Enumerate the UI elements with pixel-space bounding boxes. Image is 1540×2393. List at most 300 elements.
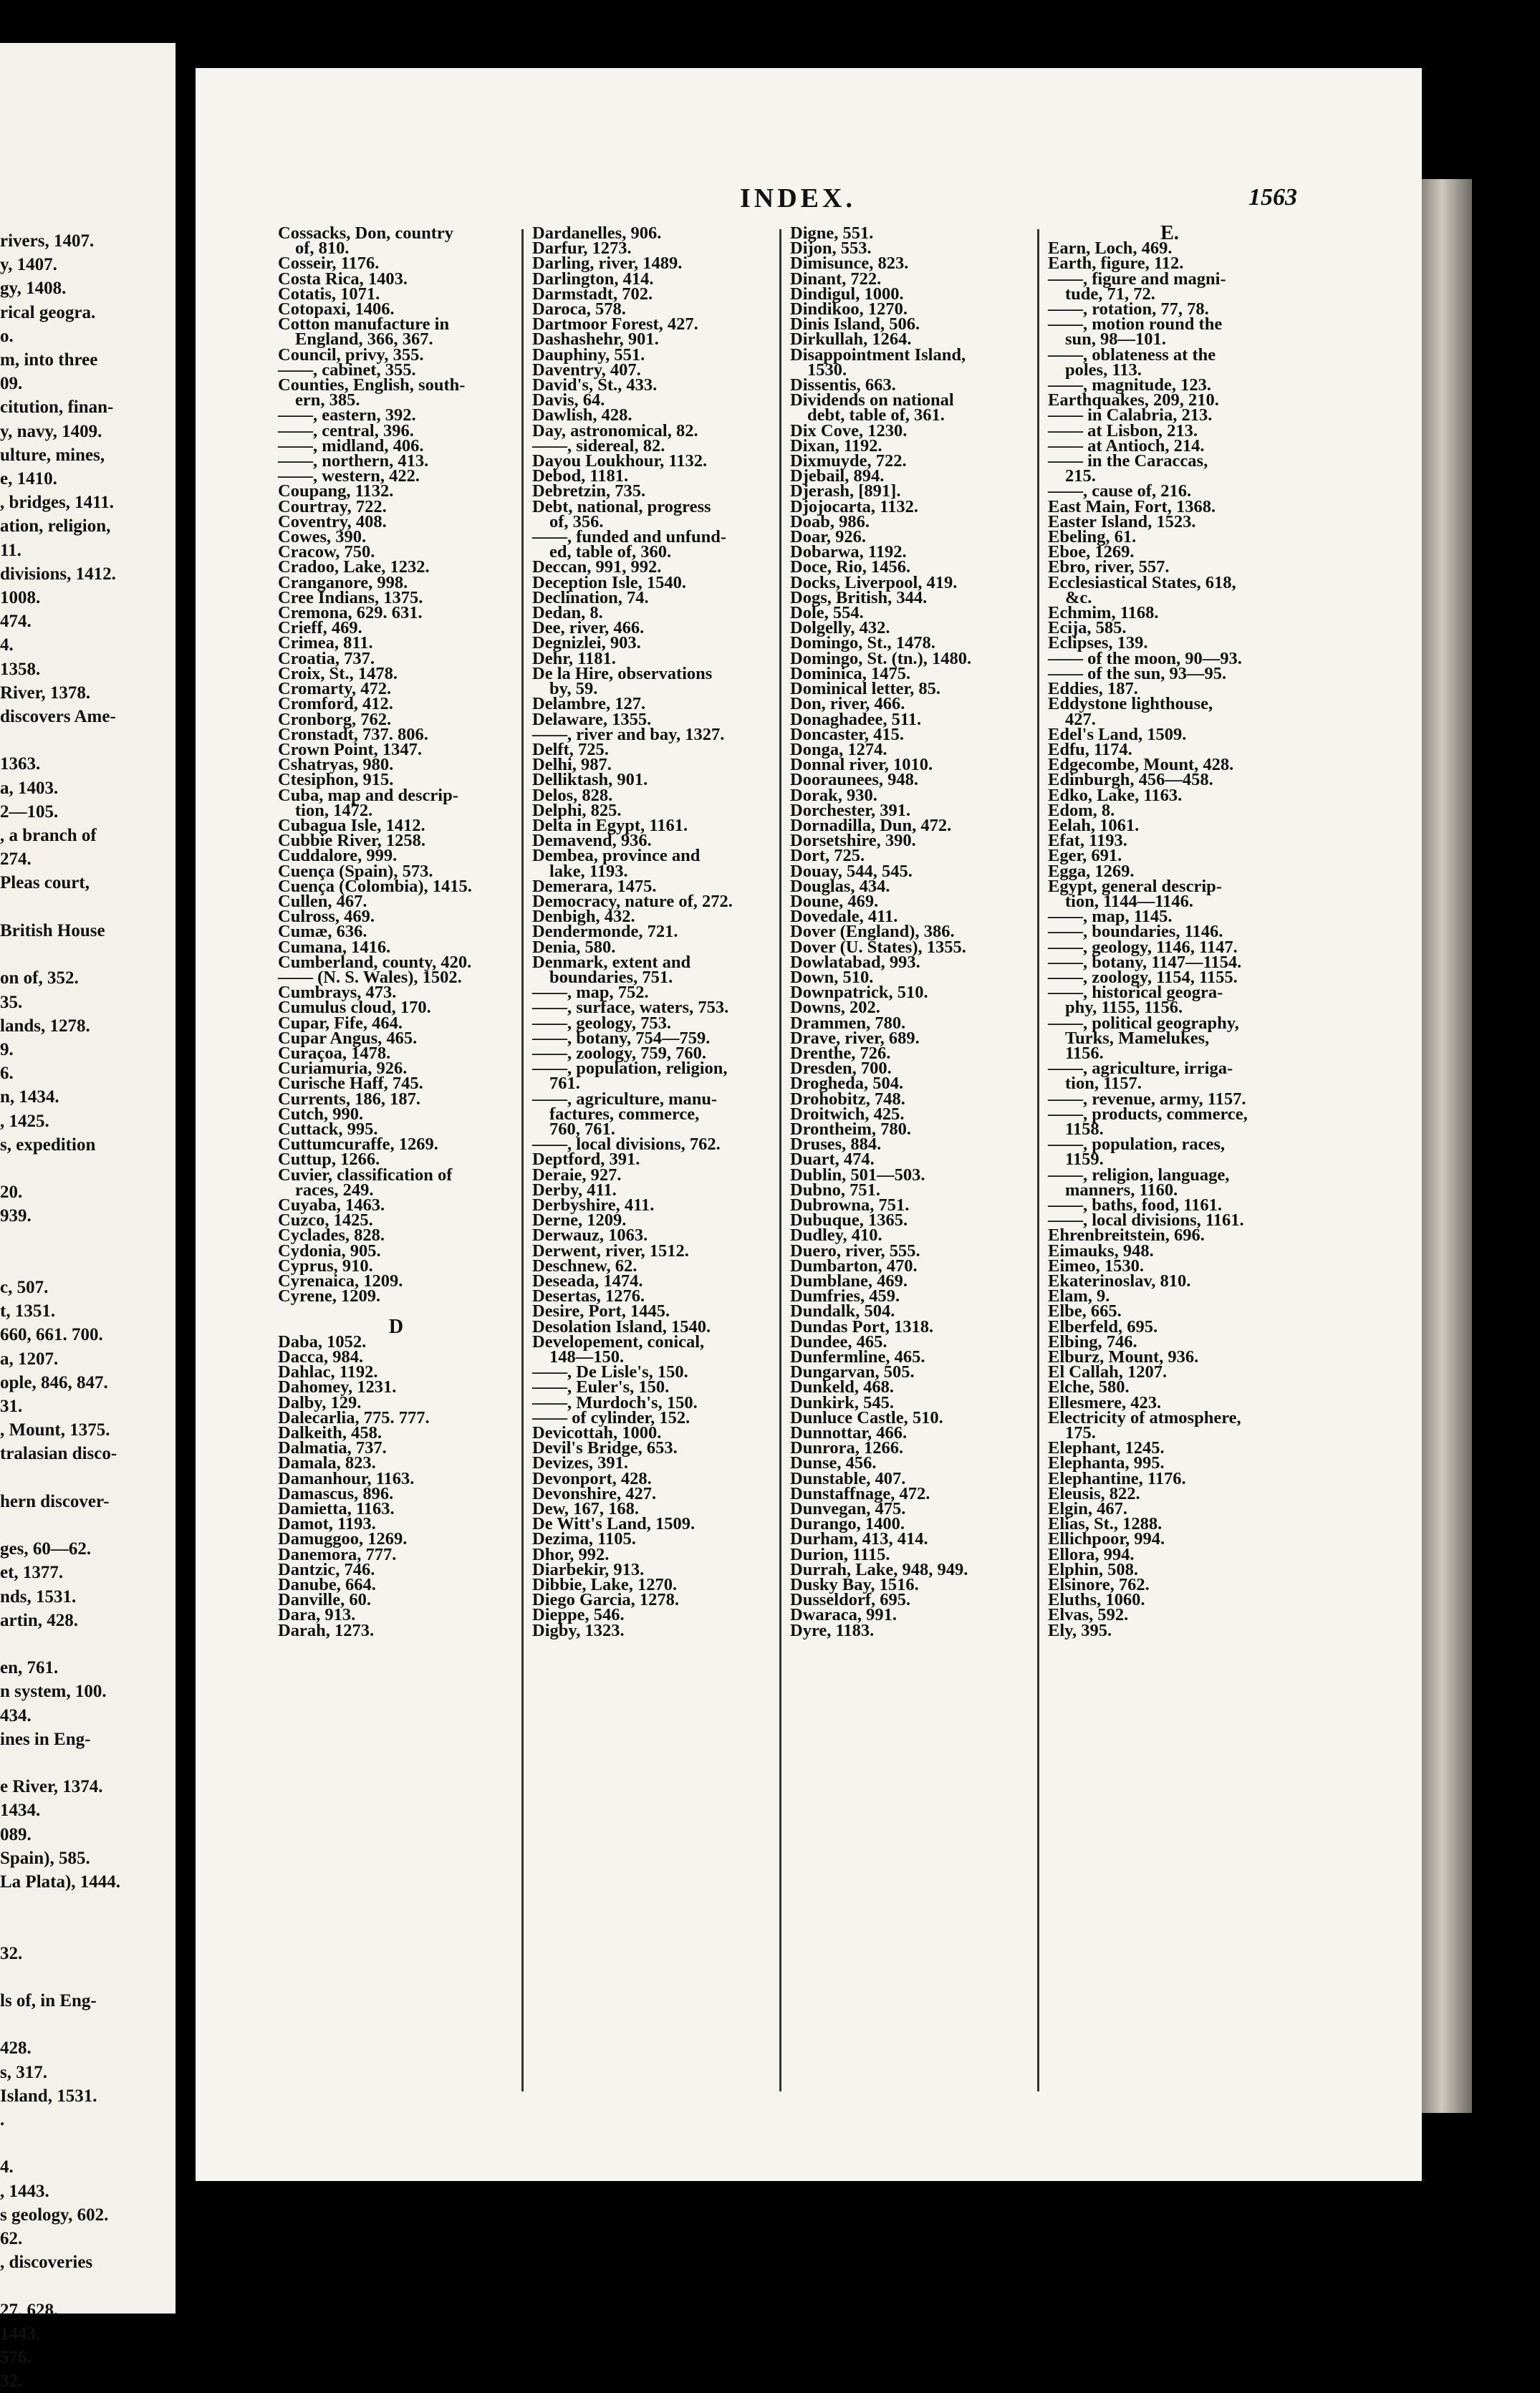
index-entry: Donaghadee, 511. (790, 709, 922, 729)
index-page (196, 68, 1422, 2181)
index-entry: Culross, 469. (278, 907, 375, 927)
index-entry: tion, 1472. (295, 800, 373, 820)
index-entry: Cradoo, Lake, 1232. (278, 557, 430, 577)
index-entry: Elvas, 592. (1048, 1605, 1129, 1625)
index-entry: Dibbie, Lake, 1270. (532, 1575, 678, 1595)
left-page-line: lands, 1278. (0, 1016, 90, 1036)
index-entry: ——, zoology, 1154, 1155. (1048, 967, 1238, 987)
index-entry: Cosseir, 1176. (278, 254, 380, 274)
index-entry: ——, zoology, 759, 760. (532, 1043, 706, 1063)
left-page-line: ines in Eng- (0, 1729, 91, 1749)
index-entry: Ellichpoor, 994. (1048, 1529, 1165, 1549)
index-entry: Eimeo, 1530. (1048, 1256, 1145, 1276)
left-page-line: 4. (0, 635, 14, 655)
index-entry: Cyrenaica, 1209. (278, 1271, 403, 1291)
index-entry: Ellesmere, 423. (1048, 1392, 1162, 1412)
index-entry: ——, agriculture, manu- (532, 1089, 718, 1109)
index-entry: Deraie, 927. (532, 1165, 622, 1185)
index-entry: ——, figure and magni- (1048, 269, 1226, 289)
index-entry: Debt, national, progress (532, 496, 711, 516)
index-entry: Cubbie River, 1258. (278, 831, 426, 851)
left-page-line: 474. (0, 612, 32, 632)
index-entry: Dartmoor Forest, 427. (532, 314, 698, 334)
index-entry: Demavend, 936. (532, 831, 652, 851)
index-entry: Elburz, Mount, 936. (1048, 1347, 1199, 1367)
index-entry: Edel's Land, 1509. (1048, 724, 1187, 744)
index-entry: Easter Island, 1523. (1048, 511, 1196, 531)
index-entry: Dirkullah, 1264. (790, 329, 912, 350)
index-entry: sun, 98—101. (1065, 329, 1166, 350)
index-entry: Cuttumcuraffe, 1269. (278, 1135, 438, 1155)
index-entry: Deptford, 391. (532, 1150, 640, 1170)
index-entry: Ctesiphon, 915. (278, 770, 394, 790)
index-entry: Danube, 664. (278, 1575, 376, 1595)
index-entry: Dover (U. States), 1355. (790, 937, 966, 957)
index-entry: ——, boundaries, 1146. (1048, 922, 1223, 942)
left-page-line: Spain), 585. (0, 1848, 90, 1868)
index-entry: Duart, 474. (790, 1150, 875, 1170)
left-page-line (0, 2274, 172, 2298)
index-entry: Damascus, 896. (278, 1483, 394, 1503)
index-entry: Ecija, 585. (1048, 618, 1127, 638)
index-entry: Danemora, 777. (278, 1544, 397, 1564)
index-entry: ——, agriculture, irriga- (1048, 1059, 1233, 1079)
index-entry: Dividends on national (790, 390, 954, 410)
index-entry: Dorchester, 391. (790, 800, 911, 820)
index-entry: Dwaraca, 991. (790, 1605, 897, 1625)
index-entry: Dardanelles, 906. (532, 223, 662, 243)
index-entry: Dahomey, 1231. (278, 1377, 397, 1397)
index-entry: Digne, 551. (790, 223, 874, 243)
left-page-line: , bridges, 1411. (0, 493, 115, 513)
index-entry: ——, local divisions, 1161. (1048, 1210, 1244, 1231)
index-entry: Downpatrick, 510. (790, 983, 928, 1003)
left-page-line: ation, religion, (0, 516, 111, 536)
index-entry: Delft, 725. (532, 739, 609, 759)
index-entry: Delhi, 987. (532, 755, 612, 775)
index-entry: Dobarwa, 1192. (790, 542, 907, 562)
index-entry: Ehrenbreitstein, 696. (1048, 1226, 1205, 1246)
index-entry: Delaware, 1355. (532, 709, 652, 729)
index-entry: Domingo, St., 1478. (790, 633, 935, 653)
index-entry: ——, sidereal, 82. (532, 435, 665, 456)
index-entry: Cuvier, classification of (278, 1165, 453, 1185)
index-entry: Crown Point, 1347. (278, 739, 423, 759)
index-entry: Douay, 544, 545. (790, 861, 913, 881)
left-page-line: discovers Ame- (0, 707, 116, 727)
index-entry: Dashashehr, 901. (532, 329, 659, 350)
index-entry: Dalmatia, 737. (278, 1438, 387, 1458)
left-page-line: rivers, 1407. (0, 231, 95, 251)
left-page-line: divisions, 1412. (0, 564, 116, 584)
index-entry: Duero, river, 555. (790, 1241, 920, 1261)
index-entry: Eclipses, 139. (1048, 633, 1148, 653)
left-page-line: hern discover- (0, 1491, 110, 1511)
index-entry: Dusseldorf, 695. (790, 1590, 911, 1610)
index-entry: ——, eastern, 392. (278, 405, 416, 425)
left-page-line: n system, 100. (0, 1682, 107, 1702)
index-entry: Cumberland, county, 420. (278, 952, 472, 972)
index-entry: ——, surface, waters, 753. (532, 998, 729, 1018)
index-entry: Drohobitz, 748. (790, 1089, 905, 1109)
index-entry: Dauphiny, 551. (532, 345, 645, 365)
index-entry: ——, rotation, 77, 78. (1048, 299, 1209, 319)
left-page-line: e, 1410. (0, 469, 57, 489)
index-entry: ern, 385. (295, 390, 360, 410)
index-entry: Dahlac, 1192. (278, 1362, 378, 1382)
index-entry: Dover (England), 386. (790, 922, 955, 942)
index-entry: Cronstadt, 737. 806. (278, 724, 428, 744)
index-entry: ——, cabinet, 355. (278, 360, 416, 380)
left-page-line: , a branch of (0, 826, 97, 846)
index-entry: debt, table of, 361. (807, 405, 945, 425)
column-rule (779, 229, 781, 2091)
index-entry: David's, St., 433. (532, 375, 658, 395)
index-entry: Cremona, 629. 631. (278, 603, 423, 623)
index-entry: Elephanta, 995. (1048, 1453, 1165, 1473)
left-page-fragment (0, 43, 175, 2392)
index-entry: Cossacks, Don, country (278, 223, 454, 243)
left-page-line: c, 507. (0, 1277, 49, 1297)
index-entry: Dublin, 501—503. (790, 1165, 925, 1185)
index-entry: Djojocarta, 1132. (790, 496, 918, 516)
index-entry: —— of cylinder, 152. (532, 1407, 690, 1427)
left-page-line: 1434. (0, 1801, 41, 1821)
index-entry: Dalecarlia, 775. 777. (278, 1407, 430, 1427)
index-entry: ——, oblateness at the (1048, 345, 1216, 365)
index-entry: Elbing, 746. (1048, 1332, 1137, 1352)
index-entry: El Callah, 1207. (1048, 1362, 1168, 1382)
index-entry: ——, political geography, (1048, 1013, 1239, 1033)
left-page-line (0, 1751, 172, 1775)
index-entry: Cuddalore, 999. (278, 846, 398, 866)
index-entry: Earthquakes, 209, 210. (1048, 390, 1219, 410)
left-page-line: 2—105. (0, 801, 59, 822)
index-entry: Dogs, British, 344. (790, 587, 928, 607)
left-page-line: ls of, in Eng- (0, 1991, 97, 2011)
index-entry: Devizes, 391. (532, 1453, 629, 1473)
index-entry: Dendermonde, 721. (532, 922, 678, 942)
index-entry: ——, map, 752. (532, 983, 649, 1003)
index-entry: Croix, St., 1478. (278, 663, 398, 683)
index-entry: Elche, 580. (1048, 1377, 1130, 1397)
left-page-line: 576. (0, 2348, 32, 2368)
left-page-line: 31. (0, 1396, 23, 1416)
index-entry: Cyprus, 910. (278, 1256, 373, 1276)
index-entry: Devonport, 428. (532, 1468, 652, 1488)
index-entry: Cupar Angus, 465. (278, 1028, 418, 1048)
index-entry: Coventry, 408. (278, 511, 387, 531)
left-page-line: 428. (0, 2038, 32, 2059)
left-page-line: 6. (0, 1064, 14, 1084)
index-entry: Drave, river, 689. (790, 1028, 920, 1048)
index-entry: by, 59. (549, 679, 598, 699)
index-entry: Dezima, 1105. (532, 1529, 636, 1549)
index-entry: Day, astronomical, 82. (532, 420, 698, 440)
left-page-line: Island, 1531. (0, 2086, 97, 2106)
index-entry: De la Hire, observations (532, 663, 713, 683)
index-entry: Curische Haff, 745. (278, 1074, 423, 1094)
index-entry: Cupar, Fife, 464. (278, 1013, 403, 1033)
section-letter: E. (1160, 222, 1179, 244)
index-entry: 1156. (1065, 1043, 1104, 1063)
index-entry: Dunfermline, 465. (790, 1347, 925, 1367)
index-entry: Dornadilla, Dun, 472. (790, 815, 952, 835)
index-entry: ——, products, commerce, (1048, 1104, 1248, 1124)
left-page-line: 939. (0, 1206, 32, 1226)
left-page-line: , discoveries (0, 2253, 93, 2273)
index-entry: Daventry, 407. (532, 360, 641, 380)
index-entry: Edom, 8. (1048, 800, 1115, 820)
index-entry: Elephant, 1245. (1048, 1438, 1165, 1458)
index-entry: Devicottah, 1000. (532, 1423, 662, 1443)
index-entry: Cotatis, 1071. (278, 284, 380, 304)
index-entry: Delliktash, 901. (532, 770, 648, 790)
index-entry: Dew, 167, 168. (532, 1499, 640, 1519)
index-entry: Dunkirk, 545. (790, 1392, 895, 1412)
index-entry: Developement, conical, (532, 1332, 705, 1352)
index-entry: Damot, 1193. (278, 1514, 376, 1534)
left-page-line (0, 1632, 172, 1656)
index-entry: Cuba, map and descrip- (278, 785, 458, 805)
left-page-line: t, 1351. (0, 1301, 56, 1321)
index-entry: Dindikoo, 1270. (790, 299, 908, 319)
index-entry: Earn, Loch, 469. (1048, 239, 1173, 259)
left-page-line (0, 2013, 172, 2036)
index-entry: Damietta, 1163. (278, 1499, 395, 1519)
index-entry: Danville, 60. (278, 1590, 371, 1610)
index-entry: Dorak, 930. (790, 785, 877, 805)
index-entry: Council, privy, 355. (278, 345, 424, 365)
index-entry: Desire, Port, 1445. (532, 1301, 670, 1321)
left-page-line: . (0, 2110, 5, 2130)
index-entry: Darlington, 414. (532, 269, 654, 289)
index-entry: ——, local divisions, 762. (532, 1135, 721, 1155)
index-entry: tion, 1157. (1065, 1074, 1142, 1094)
left-page-line (0, 1894, 172, 1917)
index-entry: Delos, 828. (532, 785, 613, 805)
index-entry: Durango, 1400. (790, 1514, 905, 1534)
index-entry: Digby, 1323. (532, 1620, 625, 1640)
left-page-line: s geology, 602. (0, 2205, 109, 2225)
index-entry: ——, Euler's, 150. (532, 1377, 670, 1397)
left-page-line: 4. (0, 2157, 14, 2177)
left-page-line: 1008. (0, 588, 41, 608)
index-entry: 760, 761. (549, 1119, 615, 1139)
index-entry: Dee, river, 466. (532, 618, 645, 638)
index-entry: ——, geology, 753. (532, 1013, 671, 1033)
index-entry: Croatia, 737. (278, 648, 375, 668)
index-entry: Eluths, 1060. (1048, 1590, 1145, 1610)
index-entry: Edko, Lake, 1163. (1048, 785, 1183, 805)
left-page-line: et, 1377. (0, 1563, 64, 1583)
index-entry: Egypt, general descrip- (1048, 876, 1222, 896)
index-entry: ——, botany, 1147—1154. (1048, 952, 1242, 972)
left-page-line: ople, 846, 847. (0, 1372, 108, 1392)
index-entry: 1159. (1065, 1150, 1104, 1170)
index-entry: Turks, Mamelukes, (1065, 1028, 1210, 1048)
index-entry: Durham, 413, 414. (790, 1529, 928, 1549)
index-entry: Dara, 913. (278, 1605, 356, 1625)
index-entry: 215. (1065, 466, 1096, 486)
index-entry: Demerara, 1475. (532, 876, 657, 896)
index-entry: Ekaterinoslav, 810. (1048, 1271, 1191, 1291)
index-entry: Devil's Bridge, 653. (532, 1438, 678, 1458)
left-page-line (0, 1466, 172, 1490)
index-entry: Down, 510. (790, 967, 874, 987)
index-entry: manners, 1160. (1065, 1180, 1178, 1200)
index-entry: Cydonia, 905. (278, 1241, 381, 1261)
index-entry: Dunvegan, 475. (790, 1499, 906, 1519)
index-entry: East Main, Fort, 1368. (1048, 496, 1216, 516)
index-entry: ——, baths, food, 1161. (1048, 1195, 1223, 1215)
index-entry: Domingo, St. (tn.), 1480. (790, 648, 972, 668)
index-entry: Ellora, 994. (1048, 1544, 1135, 1564)
left-page-line: a, 1207. (0, 1349, 59, 1369)
index-entry: ——, population, races, (1048, 1135, 1226, 1155)
index-entry: Dunstable, 407. (790, 1468, 906, 1488)
index-entry: Dubuque, 1365. (790, 1210, 908, 1231)
index-entry: Elgin, 467. (1048, 1499, 1127, 1519)
index-entry: Cowes, 390. (278, 527, 367, 547)
index-entry: Davis, 64. (532, 390, 605, 410)
index-entry: Elphin, 508. (1048, 1559, 1138, 1579)
left-page-line: a, 1403. (0, 778, 59, 798)
index-entry: factures, commerce, (549, 1104, 700, 1124)
left-page-text-column (0, 229, 172, 2393)
index-entry: Dunnottar, 466. (790, 1423, 908, 1443)
index-entry: Cuttack, 995. (278, 1119, 378, 1139)
index-entry: Cumæ, 636. (278, 922, 367, 942)
index-entry: Edgecombe, Mount, 428. (1048, 755, 1234, 775)
index-entry: Drammen, 780. (790, 1013, 906, 1033)
column-rule (1037, 229, 1039, 2091)
index-entry: Dunrora, 1266. (790, 1438, 904, 1458)
index-entry: Dominica, 1475. (790, 663, 911, 683)
index-entry: Droitwich, 425. (790, 1104, 905, 1124)
index-entry: ——, religion, language, (1048, 1165, 1230, 1185)
index-entry: Derby, 411. (532, 1180, 617, 1200)
index-entry: Derbyshire, 411. (532, 1195, 655, 1215)
index-entry: Diarbekir, 913. (532, 1559, 645, 1579)
left-page-line: rical geogra. (0, 302, 96, 322)
index-entry: Ecclesiastical States, 618, (1048, 572, 1236, 592)
index-entry: ——, botany, 754—759. (532, 1028, 711, 1048)
index-entry: Cshatryas, 980. (278, 755, 394, 775)
index-entry: Delta in Egypt, 1161. (532, 815, 688, 835)
index-entry: Devonshire, 427. (532, 1483, 657, 1503)
index-entry: Elias, St., 1288. (1048, 1514, 1163, 1534)
index-entry: 148—150. (549, 1347, 625, 1367)
index-entry: Derwauz, 1063. (532, 1226, 648, 1246)
index-entry: Donga, 1274. (790, 739, 887, 759)
index-entry: Ebro, river, 557. (1048, 557, 1170, 577)
index-entry: Dedan, 8. (532, 603, 603, 623)
left-page-line: o. (0, 326, 14, 346)
page-number: 1563 (1248, 184, 1297, 211)
left-page-line: 32. (0, 2372, 23, 2392)
left-page-line: British House (0, 920, 105, 940)
left-page-line: 20. (0, 1183, 23, 1203)
left-page-line: gy, 1408. (0, 279, 67, 299)
index-entry: boundaries, 751. (549, 967, 673, 987)
index-entry: ——, central, 396. (278, 420, 414, 440)
index-entry: Eddies, 187. (1048, 679, 1138, 699)
index-entry: Darmstadt, 702. (532, 284, 653, 304)
index-entry: ——, midland, 406. (278, 435, 424, 456)
index-entry: &c. (1065, 587, 1092, 607)
index-entry: Doab, 986. (790, 511, 870, 531)
index-entry: Dixan, 1192. (790, 435, 882, 456)
index-entry: Dhor, 992. (532, 1544, 610, 1564)
index-entry: Degnizlei, 903. (532, 633, 641, 653)
left-page-line: 089. (0, 1824, 32, 1844)
index-entry: Eleusis, 822. (1048, 1483, 1140, 1503)
index-entry: Cuttup, 1266. (278, 1150, 380, 1170)
index-entry: Eddystone lighthouse, (1048, 694, 1213, 714)
left-page-line: , 1425. (0, 1111, 49, 1131)
index-entry: ——, motion round the (1048, 314, 1223, 334)
index-entry: Damuggoo, 1269. (278, 1529, 408, 1549)
index-entry: Deccan, 991, 992. (532, 557, 662, 577)
index-entry: Dantzic, 746. (278, 1559, 375, 1579)
left-page-line: , Mount, 1375. (0, 1420, 110, 1440)
index-entry: Cumulus cloud, 170. (278, 998, 431, 1018)
index-entry: Delphi, 825. (532, 800, 622, 820)
index-entry: Diego Garcia, 1278. (532, 1590, 680, 1610)
left-page-line: La Plata), 1444. (0, 1872, 121, 1892)
index-entry: Elephantine, 1176. (1048, 1468, 1186, 1488)
index-entry: races, 249. (295, 1180, 374, 1200)
left-page-line: nds, 1531. (0, 1586, 77, 1607)
index-entry: Dungarvan, 505. (790, 1362, 915, 1382)
left-page-line (0, 1252, 172, 1276)
index-entry: Dijon, 553. (790, 239, 872, 259)
index-entry: Dissentis, 663. (790, 375, 896, 395)
index-entry: Djerash, [891]. (790, 481, 901, 501)
index-entry: ——, funded and unfund- (532, 527, 726, 547)
left-page-line: 62. (0, 2229, 23, 2249)
index-entry: —— (N. S. Wales), 1502. (278, 967, 462, 987)
left-page-line (0, 943, 172, 966)
index-entry: Dumbarton, 470. (790, 1256, 918, 1276)
left-page-line (0, 2132, 172, 2155)
left-page-line: y, navy, 1409. (0, 421, 102, 441)
index-entry: 1158. (1065, 1119, 1104, 1139)
index-entry: Dixmuyde, 722. (790, 451, 907, 471)
index-entry: Democracy, nature of, 272. (532, 891, 733, 911)
index-entry: Doar, 926. (790, 527, 866, 547)
index-entry: Cuença (Colombia), 1415. (278, 876, 472, 896)
index-column-1 (278, 223, 514, 1640)
index-entry: Echmim, 1168. (1048, 603, 1159, 623)
index-entry: poles, 113. (1065, 360, 1142, 380)
index-entry: England, 366, 367. (295, 329, 433, 350)
left-page-line: on of, 352. (0, 968, 79, 988)
index-entry: Dresden, 700. (790, 1059, 892, 1079)
index-entry: Desertas, 1276. (532, 1286, 645, 1306)
index-entry: Durrah, Lake, 948, 949. (790, 1559, 968, 1579)
index-entry: Durion, 1115. (790, 1544, 890, 1564)
index-column-4 (1048, 222, 1291, 1640)
index-entry: Dindigul, 1000. (790, 284, 904, 304)
index-entry: Elberfeld, 695. (1048, 1316, 1158, 1337)
index-entry: Deschnew, 62. (532, 1256, 637, 1276)
index-entry: Eboe, 1269. (1048, 542, 1135, 562)
index-entry: Efat, 1193. (1048, 831, 1127, 851)
index-entry: Dovedale, 411. (790, 907, 898, 927)
index-entry: Edfu, 1174. (1048, 739, 1132, 759)
